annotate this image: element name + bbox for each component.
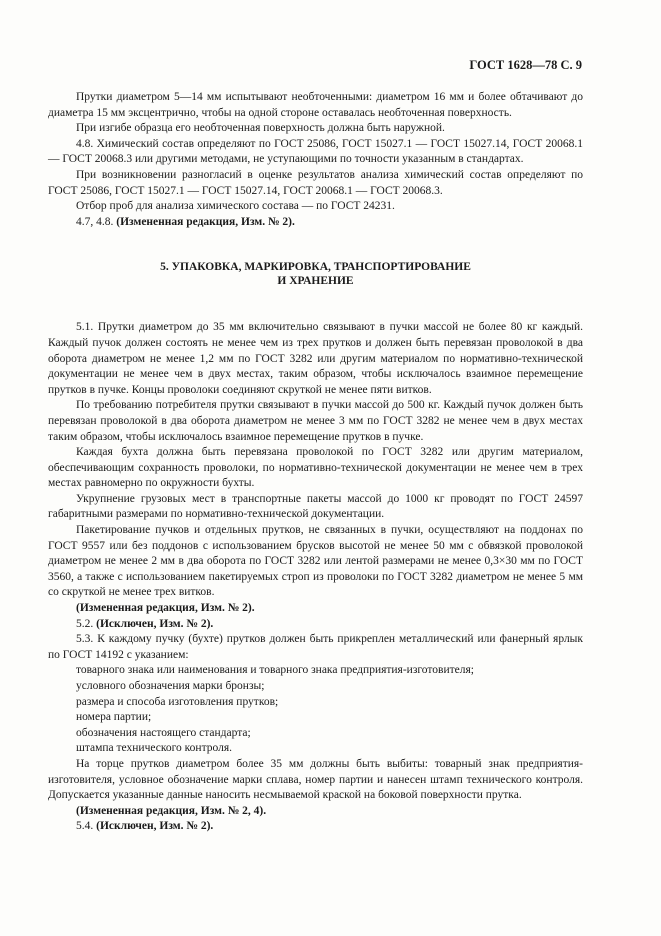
list-item: условного обозначения марки бронзы; [76,680,265,692]
clause-number: 5.4. [76,820,94,833]
paragraph: Укрупнение грузовых мест в транспортные пакеты массой до 1000 кг проводят по ГОСТ 24597 габаритными размерами по нормативно-технической документации. [48,492,583,521]
amendment-note [48,215,583,231]
amendment-note [48,819,583,835]
paragraph: Отбор проб для анализа химического состава — по ГОСТ 24231. [76,200,395,213]
section-title [48,260,583,288]
amendment-text: (Измененная редакция, Изм. № 2). [76,602,255,615]
paragraph: Каждая бухта должна быть перевязана проволокой по ГОСТ 3282 или другим материалом, обеспечивающим сохранность проволоки, по нормативно-технической документации не менее чем в трех местах равномерно по окружности бухты. [48,446,583,490]
paragraph: Прутки диаметром 5—14 мм испытывают необточенными: диаметром 16 мм и более обтачивают до диаметра 15 мм эксцентрично, чтобы на одной стороне оставалась необточенная поверхность. [48,91,583,119]
document-body [48,90,583,835]
amendment-note [48,617,583,633]
amendment-text: (Измененная редакция, Изм. № 2, 4). [76,804,267,817]
paragraph: На торце прутков диаметром более 35 мм должны быть выбиты: товарный знак предприятия-изготовителя, условное обозначение марки сплава, номер партии и нанесен штамп технического контроля. Допускается указанные данные наносить несмываемой краской на боковой поверхности прутка. [48,757,583,802]
amendment-text: (Исключен, Изм. № 2). [96,617,214,630]
paragraph: Пакетирование пучков и отдельных прутков, не связанных в пучки, осуществляют на поддонах по ГОСТ 9557 или без поддонов с использованием брусков высотой не менее 50 мм с обвязкой проволокой диаметром не менее 2 мм в два оборота по ГОСТ 3282 или лентой размерами не менее 0,3×30 мм по ГОСТ 3560, а также с использованием пакетируемых строп из проволоки по ГОСТ 3282 диаметром не менее 5 мм со скруткой не менее трех витков. [48,524,583,599]
amendment-note [48,601,583,617]
section-title-line: И ХРАНЕНИЕ [277,275,354,288]
list-item: обозначения настоящего стандарта; [76,726,251,739]
list-item: размера и способа изготовления прутков; [76,695,279,708]
amendment-text: (Измененная редакция, Изм. № 2). [116,215,295,228]
amendment-note [48,804,583,820]
paragraph: 5.3. К каждому пучку (бухте) прутков должен быть прикреплен металлический или фанерный ярлык по ГОСТ 14192 с указанием: [48,633,583,661]
list-item: номера партии; [76,711,152,724]
paragraph: При возникновении разногласий в оценке результатов анализа химический состав определяют по ГОСТ 25086, ГОСТ 15027.1 — ГОСТ 15027.14, ГОСТ 20068.1 — ГОСТ 20068.3. [48,168,583,197]
section-title-line: 5. УПАКОВКА, МАРКИРОВКА, ТРАНСПОРТИРОВАНИЕ [160,261,471,274]
paragraph: 4.8. Химический состав определяют по ГОСТ 25086, ГОСТ 15027.1 — ГОСТ 15027.14, ГОСТ 20068.1 — ГОСТ 20068.3 или другими методами, не уступающими по точности указанным в стандартах. [48,137,583,166]
page-header: ГОСТ 1628—78 С. 9 [469,58,582,72]
list-item: штампа технического контроля. [76,742,232,755]
paragraph: При изгибе образца его необточенная поверхность должна быть наружной. [76,122,445,135]
paragraph: По требованию потребителя прутки связывают в пучки массой до 500 кг. Каждый пучок должен быть перевязан проволокой в два оборота диаметром не менее 3 мм по ГОСТ 3282 не менее чем в двух местах таким образом, чтобы исключалось взаимное перемещение прутков в пучке. [48,399,583,443]
amendment-text: (Исключен, Изм. № 2). [96,820,214,833]
clause-number: 5.2. [76,617,94,630]
paragraph: 5.1. Прутки диаметром до 35 мм включительно связывают в пучки массой не более 80 кг каждый. Каждый пучок должен состоять не менее чем из трех прутков и должен быть перевязан проволокой в два оборота диаметром не менее 1,2 мм по ГОСТ 3282 или другим материалом по нормативно-технической документации не менее чем в двух местах, таким образом, чтобы исключалось взаимное перемещение прутков в пучке. Концы проволоки соединяют скруткой не менее пяти витков. [48,321,583,396]
list-item: товарного знака или наименования и товарного знака предприятия-изготовителя; [76,664,474,677]
clause-number: 4.7, 4.8. [76,215,114,228]
